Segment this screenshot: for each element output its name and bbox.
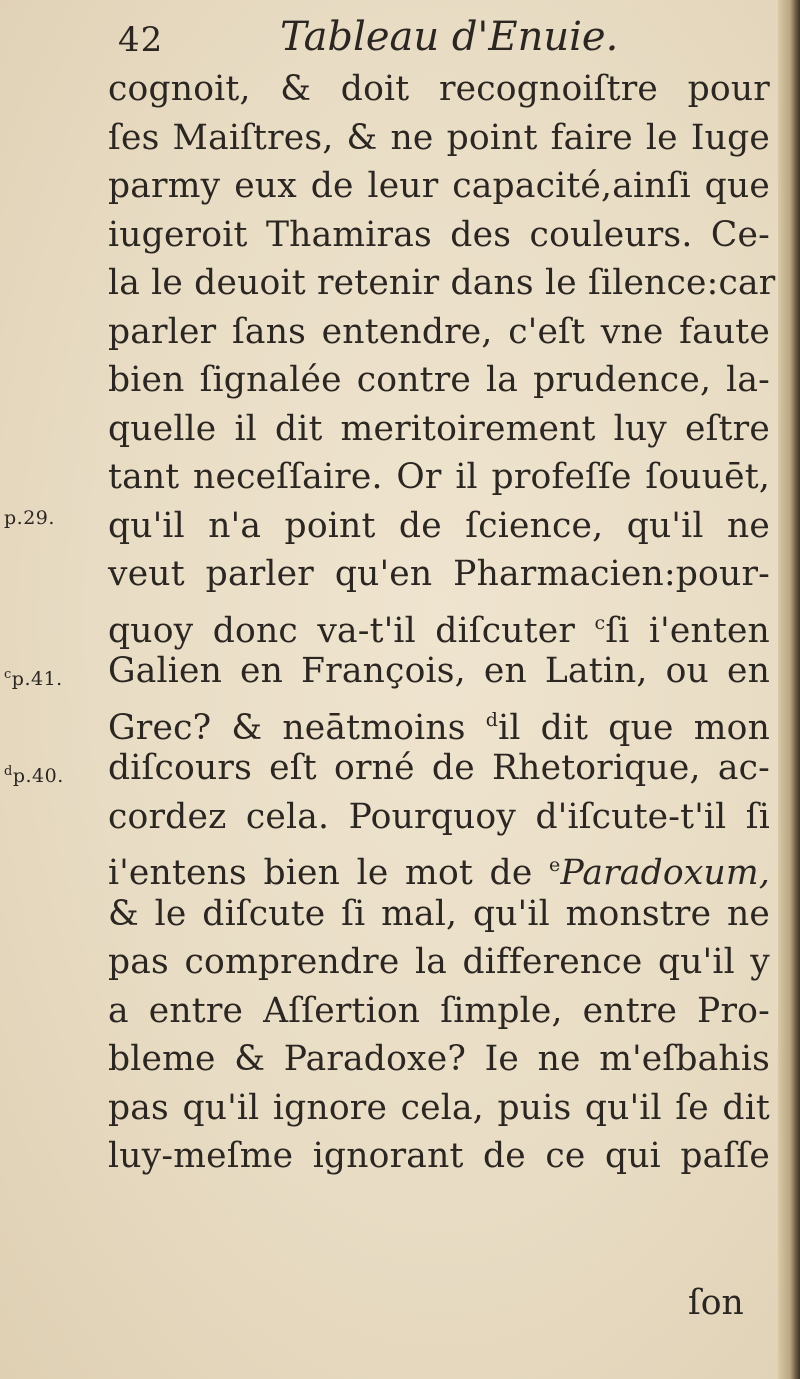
margin-note-text: p.41. [11, 668, 63, 690]
margin-note [4, 506, 55, 529]
margin-note [4, 764, 64, 787]
text-line: tant neceſſaire. Or il profeſſe ſouuēt, [108, 457, 770, 497]
margin-note [4, 667, 63, 690]
page-header [118, 12, 678, 68]
text-line: a entre Aſſertion ſimple, entre Pro- [108, 990, 770, 1031]
text-line: bien ſignalée contre la prudence, la- [108, 360, 770, 400]
margin-note-text: p.29. [4, 507, 55, 529]
text-segment: quoy donc va-t'il diſcuter [108, 610, 595, 651]
text-segment: ſi i'enten [605, 610, 770, 651]
text-segment: il dit que mon [498, 707, 770, 748]
text-line: iugeroit Thamiras des couleurs. Ce- [108, 214, 770, 255]
text-line [108, 696, 770, 748]
italic-term: Paradoxum, [560, 853, 770, 893]
catchword: ſon [688, 1283, 744, 1323]
text-line: pas comprendre la difference qu'il y [108, 942, 770, 982]
footnote-marker: d [485, 708, 499, 731]
text-line: veut parler qu'en Pharmacien:pour- [108, 554, 770, 594]
text-line: parler ſans entendre, c'eſt vne faute [108, 311, 770, 352]
page-number: 42 [118, 20, 164, 60]
running-title: Tableau d'Enuie. [280, 14, 619, 60]
text-line: diſcours eſt orné de Rhetorique, ac- [108, 748, 770, 788]
text-line: qu'il n'a point de ſcience, qu'il ne [108, 505, 770, 546]
text-line: bleme & Paradoxe? Ie ne m'eſbahis [108, 1039, 770, 1079]
text-line: cordez cela. Pourquoy d'iſcute-t'il ſi [108, 796, 770, 837]
text-line [108, 599, 770, 651]
footnote-marker: e [549, 854, 561, 876]
margin-note-marker: d [4, 764, 13, 779]
margin-note-marker: c [4, 667, 12, 682]
text-line [108, 841, 770, 893]
text-line: luy-meſme ignorant de ce qui paſſe [108, 1136, 770, 1176]
margin-note-text: p.40. [12, 765, 64, 787]
text-line: pas qu'il ignore cela, puis qu'il ſe dit [108, 1087, 770, 1128]
text-line: ſes Maiſtres, & ne point faire le Iuge [108, 117, 770, 158]
text-segment: i'entens bien le mot de [108, 853, 550, 893]
text-line: parmy eux de leur capacité,ainſi que [108, 166, 770, 206]
text-line: Galien en François, en Latin, ou en [108, 651, 770, 691]
text-line: & le diſcute ſi mal, qu'il monstre ne [108, 893, 770, 934]
text-segment: Grec? & neātmoins [108, 707, 486, 748]
footnote-marker: c [594, 611, 606, 634]
body-text [108, 65, 776, 1181]
text-line: quelle il dit meritoirement luy eſtre [108, 408, 770, 449]
page-edge-shadow [778, 0, 800, 1379]
text-line: cognoit, & doit recognoiſtre pour [108, 69, 770, 109]
text-line: la le deuoit retenir dans le ſilence:car [108, 263, 776, 303]
